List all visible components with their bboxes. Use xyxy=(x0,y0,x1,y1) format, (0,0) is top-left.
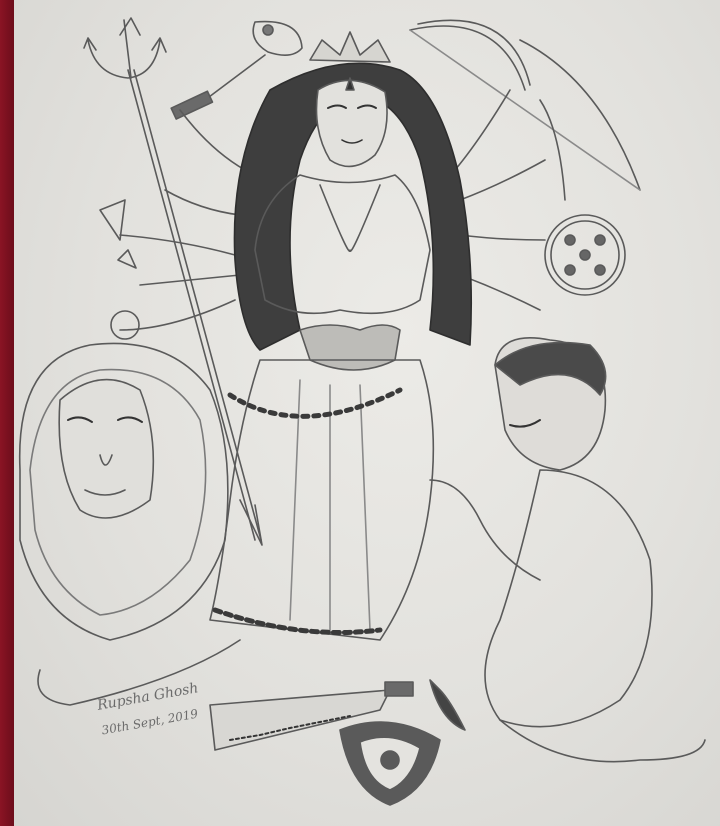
signature-date: 30th Sept, 2019 xyxy=(100,706,200,738)
goddess-face xyxy=(310,32,390,166)
discus-drawing xyxy=(545,215,625,295)
shield-drawing xyxy=(340,722,440,805)
demon-drawing xyxy=(430,338,705,762)
signature-name: Rupsha Ghosh xyxy=(96,680,200,714)
lion-drawing xyxy=(20,343,240,705)
